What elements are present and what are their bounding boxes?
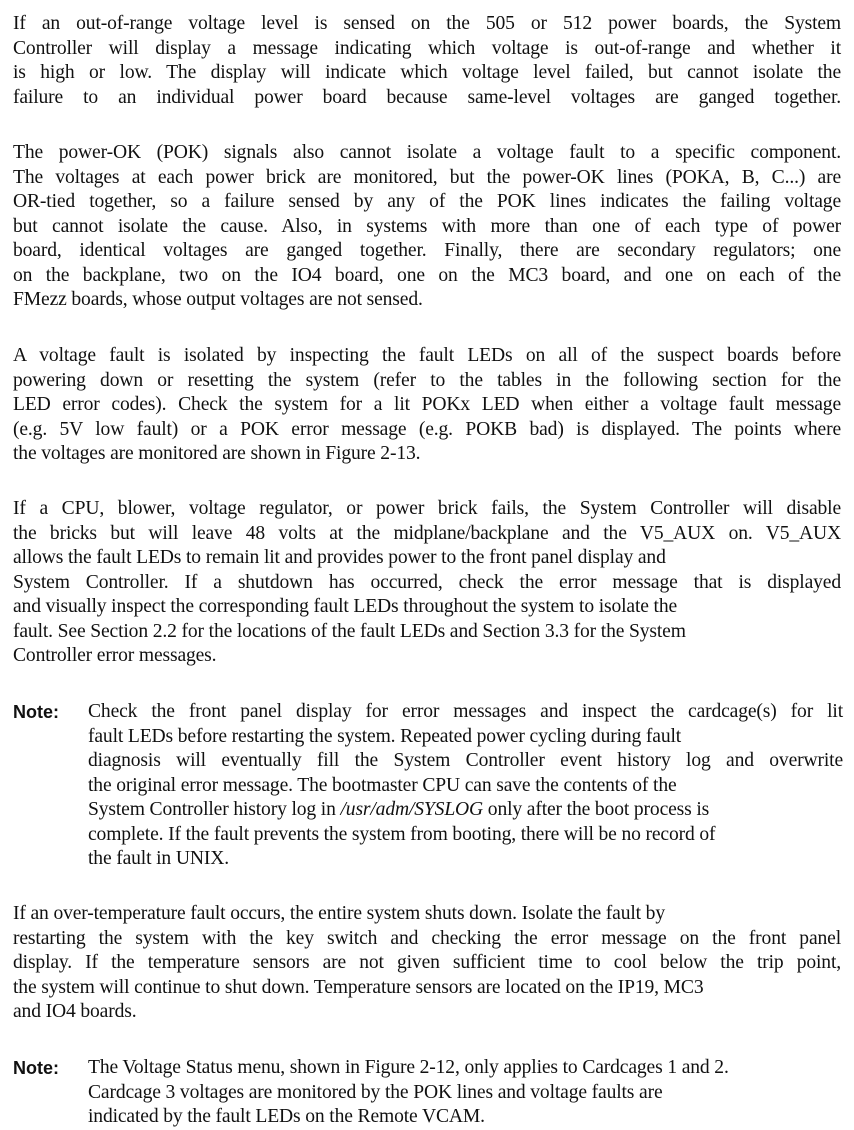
syslog-path: /usr/adm/SYSLOG xyxy=(340,799,484,820)
text-line: (e.g. 5V low fault) or a POK error message (e.g. POKB bad) is displayed. The points where xyxy=(13,419,841,440)
text-line: the fault in UNIX. xyxy=(88,848,229,869)
text-line: complete. If the fault prevents the system from booting, there will be no record of xyxy=(88,824,716,845)
text-line: If a CPU, blower, voltage regulator, or power brick fails, the System Controller will disable xyxy=(13,498,841,519)
text-line: board, identical voltages are ganged together. Finally, there are secondary regulators; one xyxy=(13,240,841,261)
text-line: LED error codes). Check the system for a lit POKx LED when either a voltage fault message xyxy=(13,394,841,415)
text-line: OR-tied together, so a failure sensed by any of the POK lines indicates the failing voltage xyxy=(13,191,841,212)
text-line: is high or low. The display will indicate which voltage level failed, but cannot isolate the xyxy=(13,62,841,83)
text-line: Cardcage 3 voltages are monitored by the POK lines and voltage faults are xyxy=(88,1082,663,1103)
text-line: fault. See Section 2.2 for the locations of the fault LEDs and Section 3.3 for the System xyxy=(13,621,686,642)
text-line: Controller will display a message indicating which voltage is out-of-range and whether it xyxy=(13,38,841,59)
text-line: indicated by the fault LEDs on the Remote VCAM. xyxy=(88,1106,485,1127)
text-line: If an over-temperature fault occurs, the entire system shuts down. Isolate the fault by xyxy=(13,903,665,924)
text-line: The voltages at each power brick are monitored, but the power-OK lines (POKA, B, C...) are xyxy=(13,167,841,188)
text-line: If an out-of-range voltage level is sensed on the 505 or 512 power boards, the System xyxy=(13,13,841,34)
text-line: and IO4 boards. xyxy=(13,1001,137,1022)
text-segment: only after the boot process is xyxy=(483,799,710,820)
text-line: the original error message. The bootmaster CPU can save the contents of the xyxy=(88,775,677,796)
text-line xyxy=(88,798,843,822)
text-line: FMezz boards, whose output voltages are not sensed. xyxy=(13,289,423,310)
text-line: and visually inspect the corresponding fault LEDs throughout the system to isolate the xyxy=(13,596,678,617)
text-line: The Voltage Status menu, shown in Figure 2-12, only applies to Cardcages 1 and 2. xyxy=(88,1057,729,1078)
text-line: Check the front panel display for error messages and inspect the cardcage(s) for lit xyxy=(88,701,843,722)
note-label: Note: xyxy=(13,702,59,722)
text-line: Controller error messages. xyxy=(13,645,217,666)
text-line: fault LEDs before restarting the system. Repeated power cycling during fault xyxy=(88,726,682,747)
text-line: the system will continue to shut down. Temperature sensors are located on the IP19, MC3 xyxy=(13,977,704,998)
note-label: Note: xyxy=(13,1058,59,1078)
text-line: allows the fault LEDs to remain lit and provides power to the front panel display and xyxy=(13,547,666,568)
text-segment: System Controller history log in xyxy=(88,799,341,820)
text-line: The power-OK (POK) signals also cannot isolate a voltage fault to a specific component. xyxy=(13,142,841,163)
text-line: restarting the system with the key switch and checking the error message on the front panel xyxy=(13,928,841,949)
text-line: diagnosis will eventually fill the System Controller event history log and overwrite xyxy=(88,750,843,771)
text-line: System Controller. If a shutdown has occurred, check the error message that is displayed xyxy=(13,572,841,593)
text-line: the voltages are monitored are shown in Figure 2-13. xyxy=(13,443,421,464)
text-line: display. If the temperature sensors are not given sufficient time to cool below the trip point, xyxy=(13,952,841,973)
text-line: failure to an individual power board because same-level voltages are ganged together. xyxy=(13,87,841,108)
text-line: the bricks but will leave 48 volts at the midplane/backplane and the V5_AUX on. V5_AUX xyxy=(13,523,841,544)
text-line: powering down or resetting the system (refer to the tables in the following section for the xyxy=(13,370,841,391)
text-line: but cannot isolate the cause. Also, in systems with more than one of each type of power xyxy=(13,216,841,237)
text-line: on the backplane, two on the IO4 board, one on the MC3 board, and one on each of the xyxy=(13,265,841,286)
text-line: A voltage fault is isolated by inspecting the fault LEDs on all of the suspect boards before xyxy=(13,345,841,366)
